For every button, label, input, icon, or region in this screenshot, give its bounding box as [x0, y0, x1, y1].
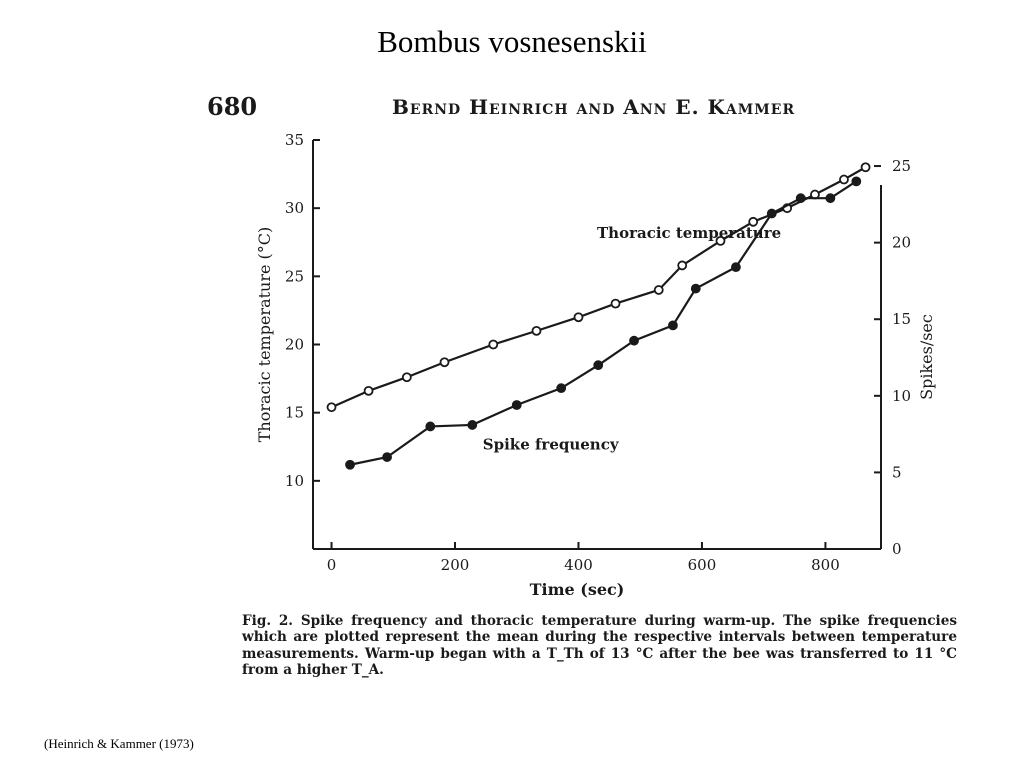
spike-frequency-point [767, 209, 776, 218]
x-axis-label: Time (sec) [529, 580, 625, 599]
authors-header: Bernd Heinrich and Ann E. Kammer [392, 95, 796, 119]
x-tick-label: 800 [811, 556, 840, 574]
thoracic-temperature-point [612, 300, 620, 308]
y-left-tick-label: 35 [284, 131, 304, 149]
spike-frequency-point [852, 177, 861, 186]
thoracic-temperature-point [328, 403, 336, 411]
x-tick-label: 200 [440, 556, 470, 574]
x-tick-label: 400 [564, 556, 593, 574]
spike-frequency-point [691, 284, 700, 293]
thoracic-temperature-point [441, 358, 449, 366]
spike-frequency-point [796, 194, 805, 203]
slide-title: Bombus vosnesenskii [377, 24, 647, 59]
thoracic-temperature-point [840, 176, 848, 184]
thoracic-temperature-point [862, 163, 870, 171]
y-left-tick-label: 25 [284, 267, 304, 286]
thoracic-temperature-annotation: Thoracic temperature [597, 224, 782, 243]
y-left-tick-label: 20 [284, 335, 304, 354]
x-tick-label: 600 [687, 556, 717, 574]
spike-frequency-point [669, 321, 678, 330]
thoracic-temperature-line [332, 167, 866, 407]
spike-frequency-point [630, 336, 639, 345]
figure-caption [242, 613, 957, 678]
y-left-tick-label: 15 [284, 403, 304, 422]
y-right-tick-label: 25 [892, 157, 912, 176]
y-right-tick-label: 5 [892, 463, 902, 482]
thoracic-temperature-point [489, 341, 497, 349]
citation: (Heinrich & Kammer (1973) [44, 736, 194, 751]
caption-text: Spike frequency and thoracic temperature during warm-up. The spike frequencies which are plotted represent the mean during the respective intervals between temperature measurements. Warm-up began with a T_Th of 13 °C after the bee was transferred to 11 °C from a higher T_A. [242, 613, 957, 678]
y-axis-right-label: Spikes/sec [917, 314, 936, 400]
y-right-tick-label: 0 [892, 540, 902, 558]
spike-frequency-point [826, 194, 835, 203]
y-left-tick-label: 10 [284, 471, 304, 490]
spike-frequency-point [426, 422, 435, 431]
spike-frequency-point [468, 421, 477, 430]
y-right-tick-label: 20 [892, 233, 912, 252]
thoracic-temperature-point [532, 327, 540, 335]
x-tick-label: 0 [326, 556, 337, 574]
thoracic-temperature-point [365, 387, 373, 395]
y-left-tick-label: 30 [284, 199, 304, 218]
thoracic-temperature-point [574, 313, 582, 321]
y-right-tick-label: 10 [892, 386, 912, 405]
spike-frequency-point [512, 401, 521, 410]
spike-frequency-annotation: Spike frequency [482, 435, 619, 454]
thoracic-temperature-point [678, 261, 686, 269]
caption-label: Fig. 2. [242, 613, 294, 629]
y-right-tick-label: 15 [892, 310, 912, 329]
page-number: 680 [207, 92, 258, 121]
y-axis-left-label: Thoracic temperature (°C) [255, 226, 274, 443]
thoracic-temperature-point [403, 373, 411, 381]
thoracic-temperature-point [655, 286, 663, 294]
spike-frequency-point [594, 361, 603, 370]
spike-frequency-point [557, 384, 566, 393]
spike-frequency-point [383, 453, 392, 462]
spike-frequency-point [346, 460, 355, 469]
spike-frequency-point [732, 263, 741, 272]
